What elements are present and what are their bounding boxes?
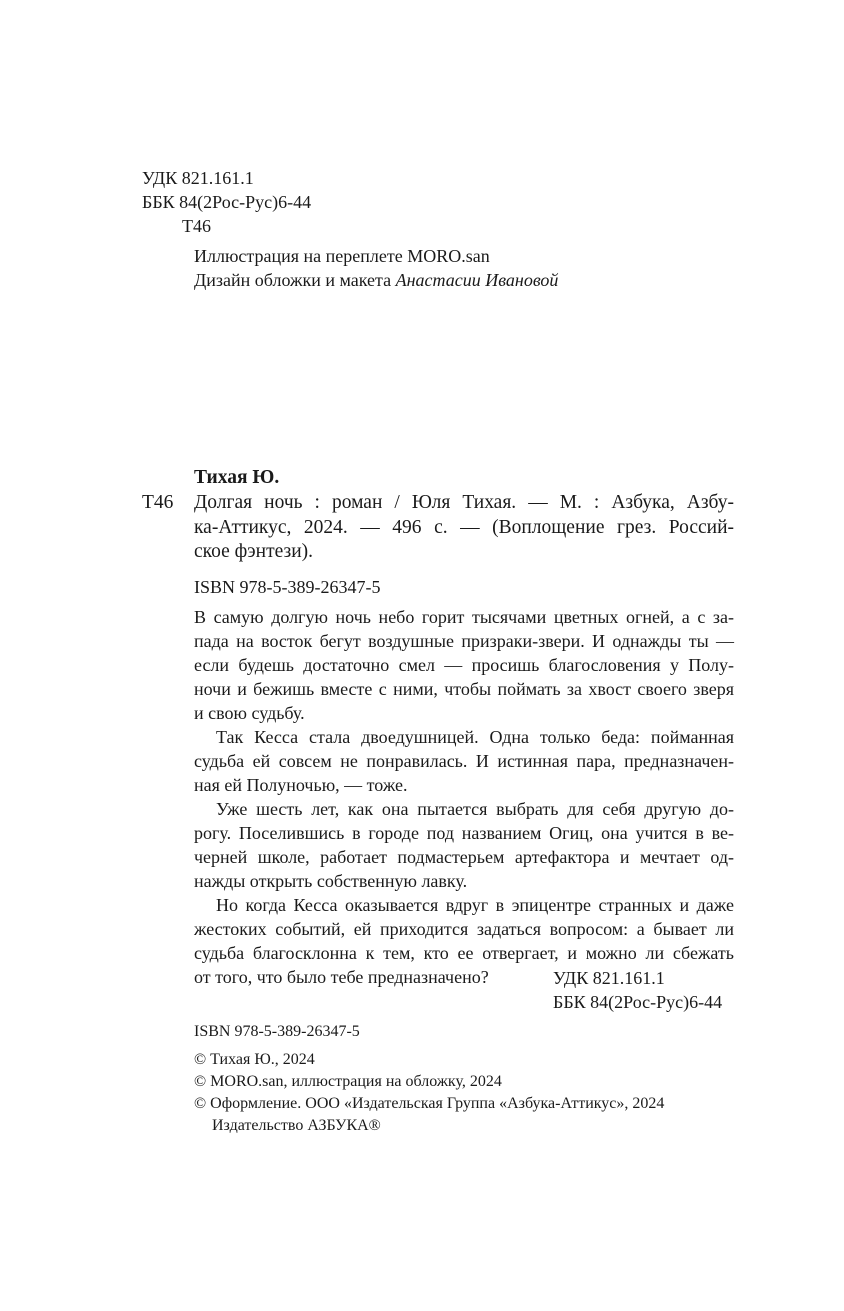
- annotation-line: жестоких событий, ей приходится задаться вопросом: а бывает ли: [194, 919, 734, 939]
- description-line: Долгая ночь : роман / Юля Тихая. — М. : Азбука, Азбу-: [194, 492, 734, 513]
- annotation-line: В самую долгую ночь небо горит тысячами цветных огней, а с за-: [194, 607, 734, 627]
- annotation-line: от того, что было тебе предназначено?: [194, 967, 489, 987]
- design-credit: [194, 268, 558, 292]
- annotation-line: судьба ей совсем не понравилась. И истинная пара, предназначен-: [194, 751, 734, 771]
- author-mark: Т46: [182, 216, 211, 236]
- copyright-line: © MORO.san, иллюстрация на обложку, 2024: [194, 1073, 502, 1090]
- annotation-line: Но когда Кесса оказывается вдруг в эпицентре странных и даже: [216, 895, 734, 915]
- copyright-line: © Оформление. ООО «Издательская Группа «Азбука-Аттикус», 2024: [194, 1095, 665, 1112]
- annotation-paragraph: [194, 605, 734, 725]
- annotation-line: ночи и бежишь вместе с ними, чтобы поймать за хвост своего зверя: [194, 679, 734, 699]
- annotation-line: нажды открыть собственную лавку.: [194, 871, 468, 891]
- annotation-line: судьба благосклонна к тем, кто ее отвергает, и можно ли сбежать: [194, 943, 734, 963]
- bbk-code: ББК 84(2Рос-Рус)6-44: [553, 992, 723, 1012]
- annotation-line: черней школе, работает подмастерьем артефактора и мечтает од-: [194, 847, 734, 867]
- illustration-credit-prefix: Иллюстрация на переплете: [194, 246, 408, 266]
- annotation-paragraph: [194, 725, 734, 797]
- annotation-line: рогу. Поселившись в городе под названием Огиц, она учится в ве-: [194, 823, 734, 843]
- design-credit-prefix: Дизайн обложки и макета: [194, 270, 396, 290]
- bbk-code: ББК 84(2Рос-Рус)6-44: [142, 192, 312, 212]
- catalog-author-mark: Т46: [142, 492, 174, 513]
- classification-header: [142, 166, 311, 238]
- annotation-line: если будешь достаточно смел — просишь благословения у Полу-: [194, 655, 734, 675]
- udk-code: УДК 821.161.1: [553, 968, 665, 988]
- copyright-block: [194, 1049, 664, 1137]
- description-line: ское фэнтези).: [194, 541, 314, 562]
- annotation: [194, 605, 734, 989]
- copyright-line: © Тихая Ю., 2024: [194, 1051, 315, 1068]
- description-line: ка-Аттикус, 2024. — 496 с. — (Воплощение грез. Россий-: [194, 516, 734, 538]
- publisher-line: Издательство АЗБУКА®: [212, 1117, 381, 1134]
- illustration-credit: [194, 244, 558, 268]
- catalog-isbn: ISBN 978-5-389-26347-5: [194, 577, 381, 597]
- annotation-line: и свою судьбу.: [194, 703, 305, 723]
- annotation-line: Так Кесса стала двоедушницей. Одна только беда: пойманная: [216, 727, 734, 747]
- annotation-line: Уже шесть лет, как она пытается выбрать для себя другую до-: [216, 799, 734, 819]
- designer-name: Анастасии Ивановой: [395, 270, 559, 290]
- illustrator-name: MORO.san: [407, 246, 490, 266]
- classification-footer: [553, 966, 722, 1014]
- footer-isbn: ISBN 978-5-389-26347-5: [194, 1023, 360, 1040]
- annotation-line: ная ей Полуночью, — тоже.: [194, 775, 408, 795]
- catalog-author-heading: Тихая Ю.: [194, 467, 280, 488]
- annotation-line: пада на восток бегут воздушные призраки-звери. И однажды ты —: [194, 631, 734, 651]
- catalog-description: [194, 491, 734, 565]
- annotation-paragraph: [194, 797, 734, 893]
- udk-code: УДК 821.161.1: [142, 168, 254, 188]
- credits: [194, 244, 558, 292]
